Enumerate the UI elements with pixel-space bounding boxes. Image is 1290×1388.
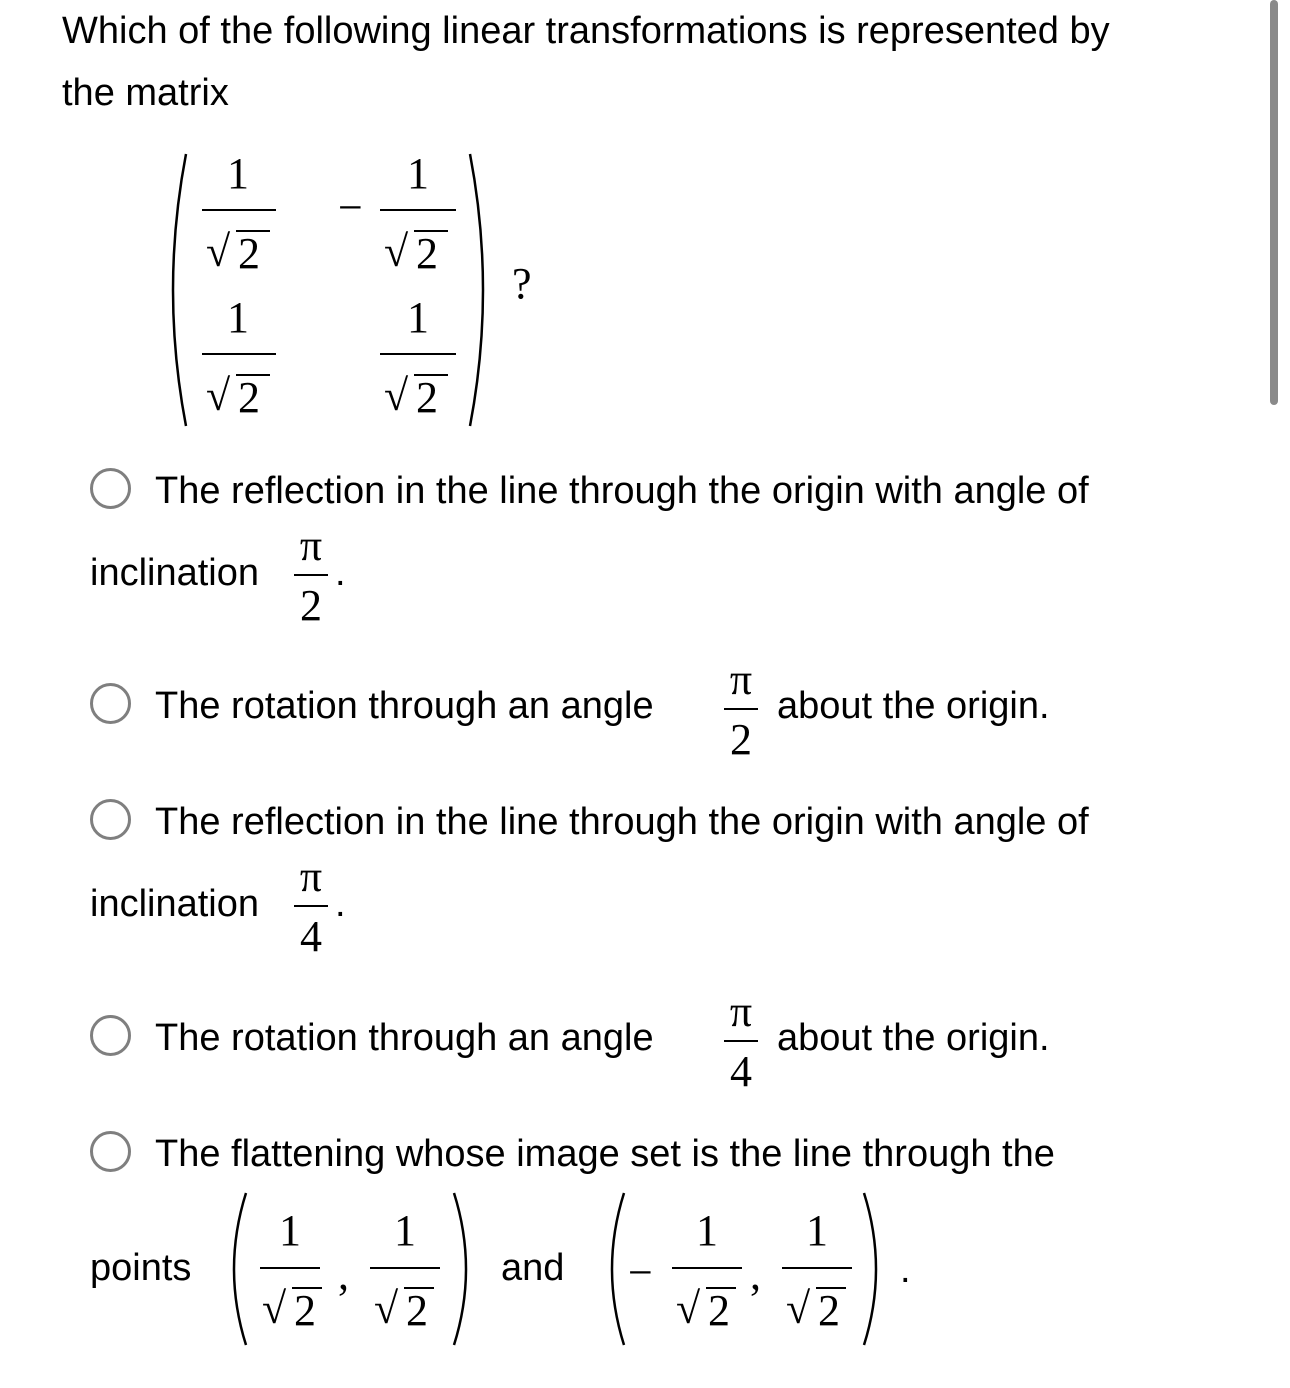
matrix-r2c1-denominator: 2 [238,373,260,422]
point-1-y-denominator: 2 [406,1286,428,1335]
matrix-r1c2-minus-sign: − [338,183,363,232]
option-1-text-line2: inclination [90,552,259,594]
matrix-r2c2-numerator: 1 [407,293,429,342]
option-4-text-after: about the origin. [777,1017,1050,1059]
point-1-y-fraction-bar [370,1267,440,1269]
matrix-r1c2-radical: √ [384,227,409,276]
option-1-radio-button[interactable] [90,468,131,509]
point-2-x-denominator: 2 [708,1286,730,1335]
point-2-x-radical: √ [676,1284,701,1333]
option-rotation-pi-over-2[interactable] [80,656,1200,766]
option-4-fraction-numerator: π [729,987,753,1036]
option-3-period: . [335,883,346,925]
matrix-r1c1-fraction-bar [202,209,276,211]
option-reflection-pi-over-4[interactable] [80,793,1200,963]
point-2-x-numerator: 1 [696,1206,718,1255]
question-text-line2: the matrix [62,72,229,114]
scrollbar[interactable] [1270,0,1278,405]
point-1-comma: , [338,1250,349,1299]
point-2-comma: , [750,1250,761,1299]
option-4-fraction-denominator: 4 [730,1047,752,1096]
option-3-fraction-numerator: π [299,852,323,901]
point-1-x-radical: √ [262,1284,287,1333]
matrix-left-paren [154,150,190,430]
option-5-period: . [900,1249,911,1291]
option-3-text-line2: inclination [90,883,259,925]
matrix-r2c2-denominator: 2 [416,373,438,422]
matrix-r1c2-denominator: 2 [416,229,438,278]
point-2-x-fraction-bar [672,1267,742,1269]
matrix-r2c1-fraction-bar [202,353,276,355]
point-2-y-numerator: 1 [806,1206,828,1255]
option-2-radio-button[interactable] [90,683,131,724]
option-2-text-after: about the origin. [777,685,1050,727]
option-4-fraction-bar [724,1040,758,1042]
matrix-r2c1-radical: √ [206,371,231,420]
option-3-text-line1: The reflection in the line through the origin with angle of [155,801,1089,843]
option-5-text-points: points [90,1247,192,1289]
option-5-radio-button[interactable] [90,1131,131,1172]
matrix-r2c2-radical: √ [384,371,409,420]
option-2-fraction-bar [724,708,758,710]
point-1-x-fraction-bar [260,1267,320,1269]
point-2-y-fraction-bar [782,1267,852,1269]
point-1-y-numerator: 1 [394,1206,416,1255]
option-reflection-pi-over-2[interactable] [80,462,1200,632]
matrix-r1c1-numerator: 1 [227,149,249,198]
option-4-radio-button[interactable] [90,1015,131,1056]
point-2-left-paren [594,1189,630,1349]
point-2-y-denominator: 2 [818,1286,840,1335]
point-1-y-radical: √ [374,1284,399,1333]
option-3-fraction-denominator: 4 [300,912,322,961]
matrix-r1c2-numerator: 1 [407,149,429,198]
option-2-fraction-numerator: π [729,655,753,704]
option-rotation-pi-over-4[interactable] [80,988,1200,1098]
point-2-right-paren [858,1189,894,1349]
matrix-right-paren [466,150,502,430]
point-1-x-numerator: 1 [279,1206,301,1255]
option-2-fraction-denominator: 2 [730,715,752,764]
option-5-text-and: and [501,1247,565,1289]
point-1-left-paren [216,1189,252,1349]
matrix-r2c1-numerator: 1 [227,293,249,342]
matrix-r1c1-radical: √ [206,227,231,276]
option-flattening[interactable] [0,1125,1200,1365]
option-5-text-line1: The flattening whose image set is the line through the [155,1133,1055,1175]
question-text-line1: Which of the following linear transformations is represented by [62,10,1110,52]
option-1-period: . [335,552,346,594]
option-2-text-before: The rotation through an angle [155,685,654,727]
option-3-radio-button[interactable] [90,799,131,840]
matrix-r1c1-denominator: 2 [238,229,260,278]
point-2-x-minus-sign: − [628,1248,653,1297]
option-3-fraction-bar [294,905,328,907]
option-1-fraction-numerator: π [299,521,323,570]
question-mark: ? [512,259,532,308]
point-2-y-radical: √ [786,1284,811,1333]
option-1-fraction-bar [294,574,328,576]
option-4-text-before: The rotation through an angle [155,1017,654,1059]
option-1-fraction-denominator: 2 [300,581,322,630]
matrix-r2c2-fraction-bar [380,353,456,355]
point-1-right-paren [448,1189,484,1349]
matrix-r1c2-fraction-bar [380,209,456,211]
option-1-text-line1: The reflection in the line through the origin with angle of [155,470,1089,512]
point-1-x-denominator: 2 [294,1286,316,1335]
